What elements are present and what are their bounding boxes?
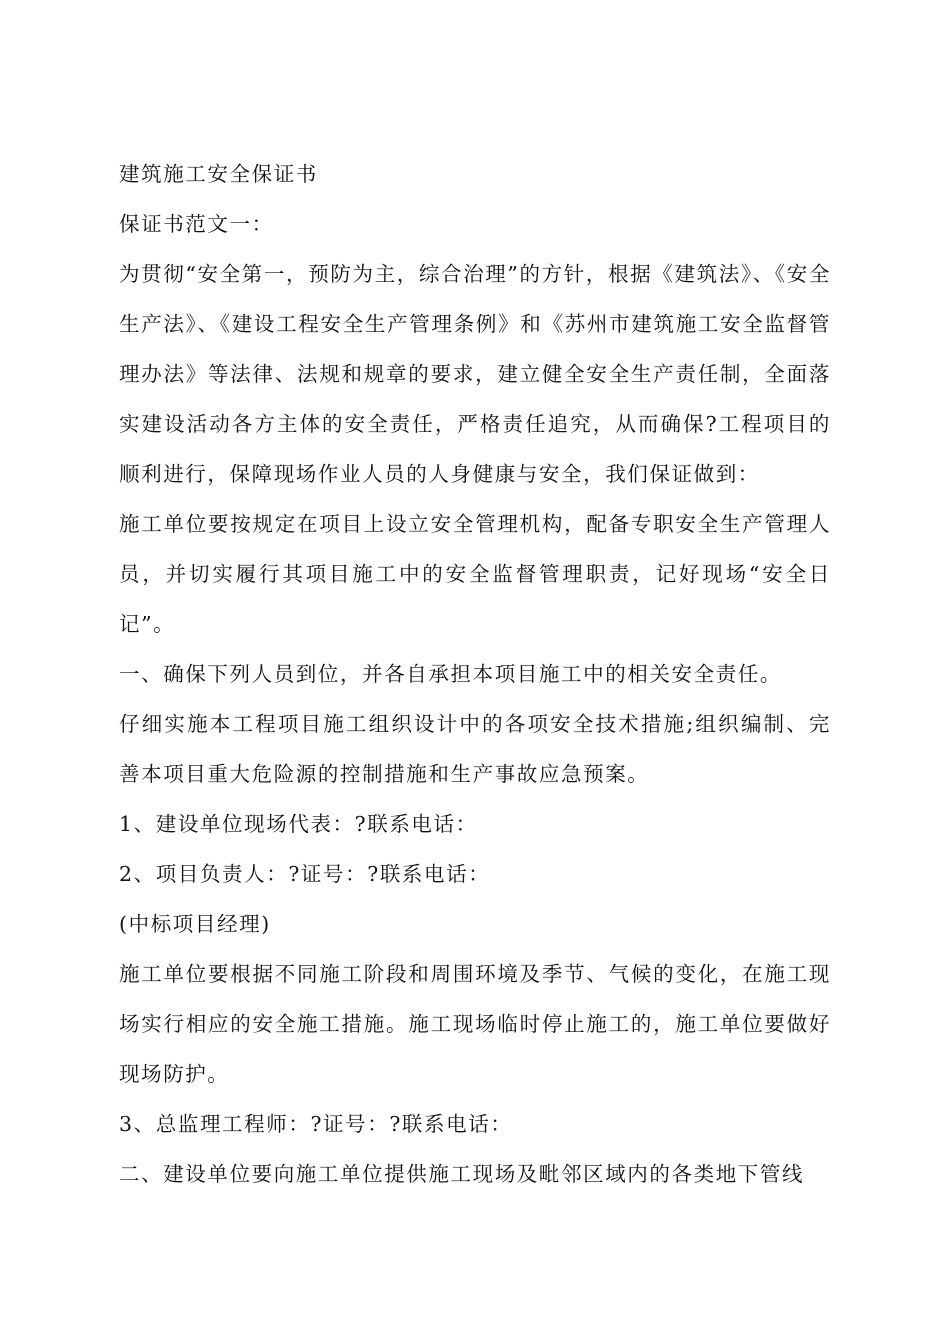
body-paragraph: 3、总监理工程师：?证号：?联系电话：	[119, 1112, 513, 1136]
body-paragraph: 施工单位要按规定在项目上设立安全管理机构，配备专职安全生产管理人员，并切实履行其项目施工中的安全监督管理职责，记好现场“安全日记”。	[119, 512, 831, 636]
body-paragraph: 二、建设单位要向施工单位提供施工现场及毗邻区域内的各类地下管线	[119, 1162, 805, 1186]
section-heading: 保证书范文一：	[119, 212, 274, 236]
body-paragraph: (中标项目经理)	[119, 912, 271, 936]
body-paragraph: 施工单位要根据不同施工阶段和周围环境及季节、气候的变化，在施工现场实行相应的安全施工措施。施工现场临时停止施工的，施工单位要做好现场防护。	[119, 962, 831, 1086]
document-title: 建筑施工安全保证书	[119, 162, 318, 186]
body-paragraph: 仔细实施本工程项目施工组织设计中的各项安全技术措施;组织编制、完善本项目重大危险源的控制措施和生产事故应急预案。	[119, 712, 831, 786]
body-paragraph: 2、项目负责人：?证号：?联系电话：	[119, 862, 491, 886]
document-body	[119, 149, 831, 1199]
body-paragraph: 一、确保下列人员到位，并各自承担本项目施工中的相关安全责任。	[119, 662, 782, 686]
body-paragraph: 为贯彻“安全第一，预防为主，综合治理”的方针，根据《建筑法》、《安全生产法》、《建设工程安全生产管理条例》和《苏州市建筑施工安全监督管理办法》等法律、法规和规章的要求，建立健全安全生产责任制，全面落实建设活动各方主体的安全责任，严格责任追究，从而确保?工程项目的顺利进行，保障现场作业人员的人身健康与安全，我们保证做到：	[119, 262, 831, 486]
body-paragraph: 1、建设单位现场代表：?联系电话：	[119, 812, 478, 836]
